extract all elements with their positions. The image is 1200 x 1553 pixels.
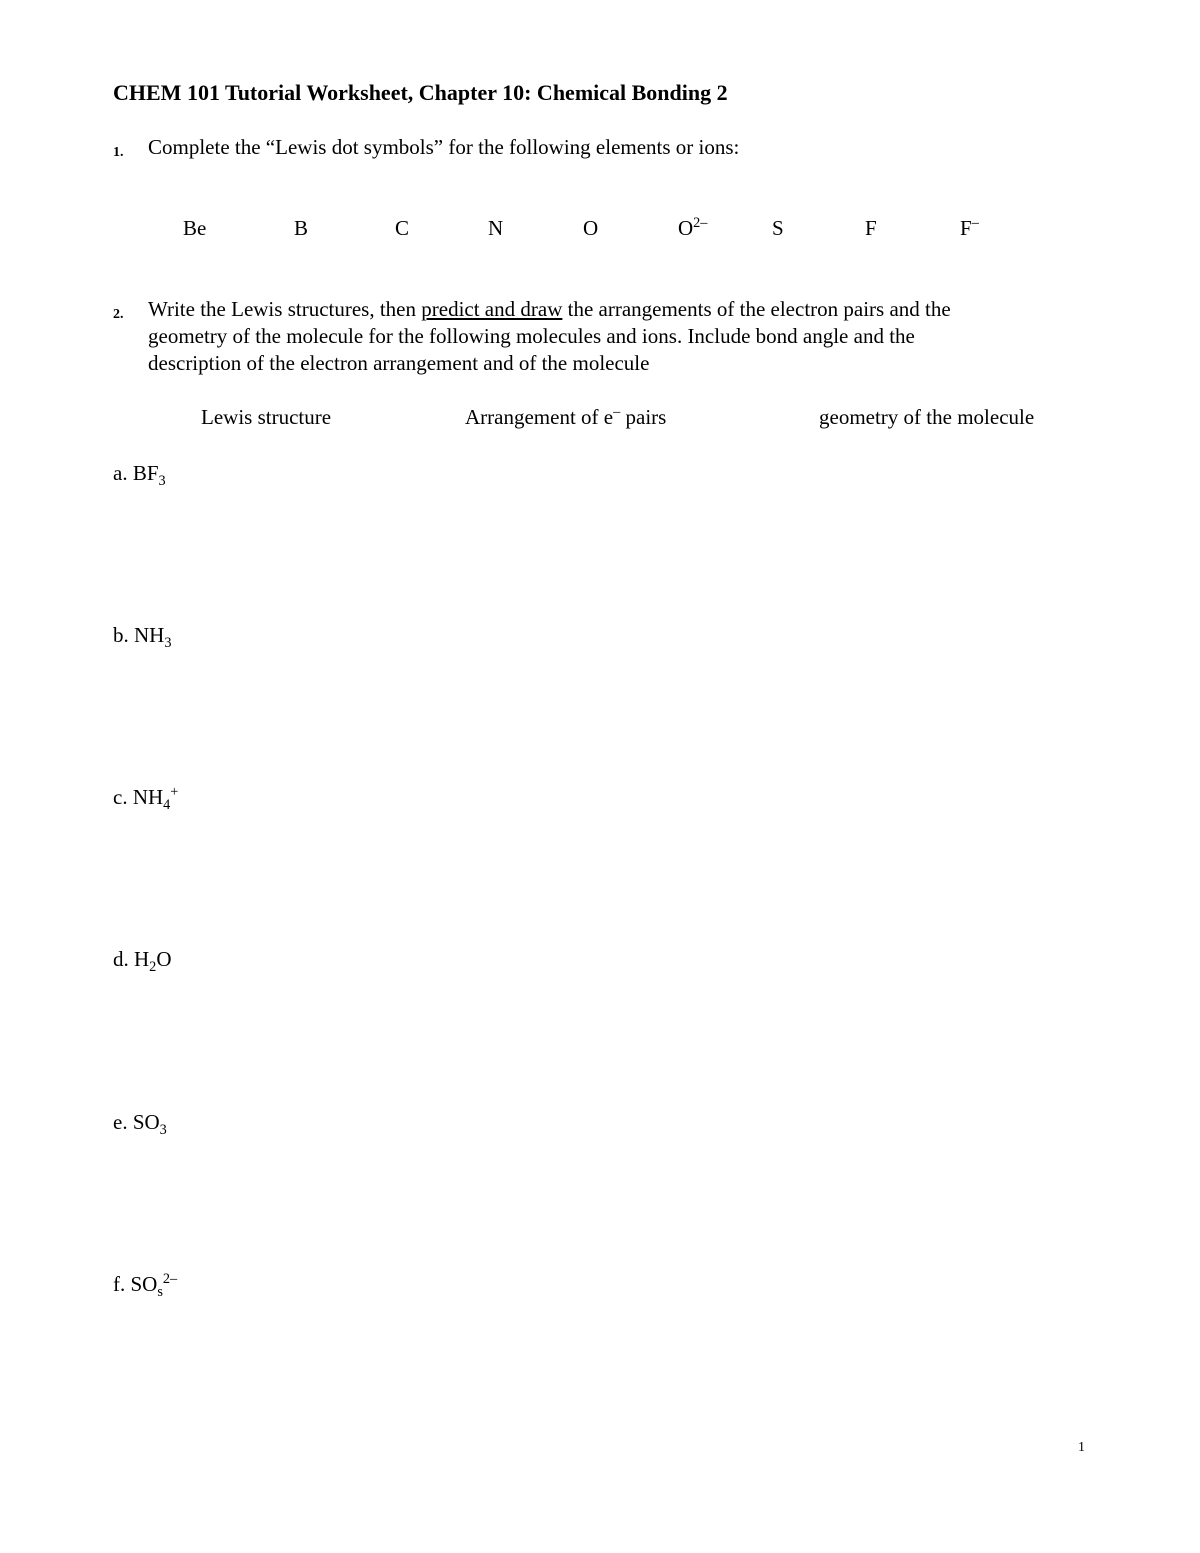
symbol-b: B [294,216,309,240]
part-d-h2o: d. $H_2O$ [113,947,172,975]
symbol-n: N [488,216,504,240]
column-lewis-structure: Lewis structure [201,405,332,429]
symbol-c: C [395,216,410,240]
page-title: CHEM 101 Tutorial Worksheet, Chapter 10: Chemical Bonding 2 [113,80,728,105]
predict-and-draw-underline: predict and draw [421,297,563,321]
symbol-o2minus: $O^{2-}$ [678,215,708,240]
column-arrangement: Arrangement of e– pairs [465,404,667,429]
part-b-nh3: b. $NH_3$ [113,623,172,651]
symbol-be: Be [183,216,207,240]
question-2-line-1: Write the Lewis structures, then predict and draw the arrangements of the electron pairs and the [148,297,951,321]
part-f-so-ion: f. $SO_s^{2-}$ [113,1271,178,1300]
part-e-so3: e. $SO_3$ [113,1110,167,1138]
page-number: 1 [1078,1440,1085,1455]
question-2-number: 2. [113,307,124,322]
question-2-line-2: geometry of the molecule for the following molecules and ions. Include bond angle and the [148,324,915,348]
part-a-bf3: a. $BF_3$ [113,461,166,489]
question-1-text: Complete the “Lewis dot symbols” for the following elements or ions: [148,135,740,159]
part-c-nh4plus: c. $NH_4^+$ [113,784,179,813]
symbol-o: O [583,216,599,240]
column-geometry: geometry of the molecule [819,405,1035,429]
symbol-fminus: F– [960,215,979,240]
symbol-s: S [772,216,784,240]
symbol-f: F [865,216,877,240]
question-1-number: 1. [113,145,124,160]
question-2-line-3: description of the electron arrangement and of the molecule [148,351,650,375]
